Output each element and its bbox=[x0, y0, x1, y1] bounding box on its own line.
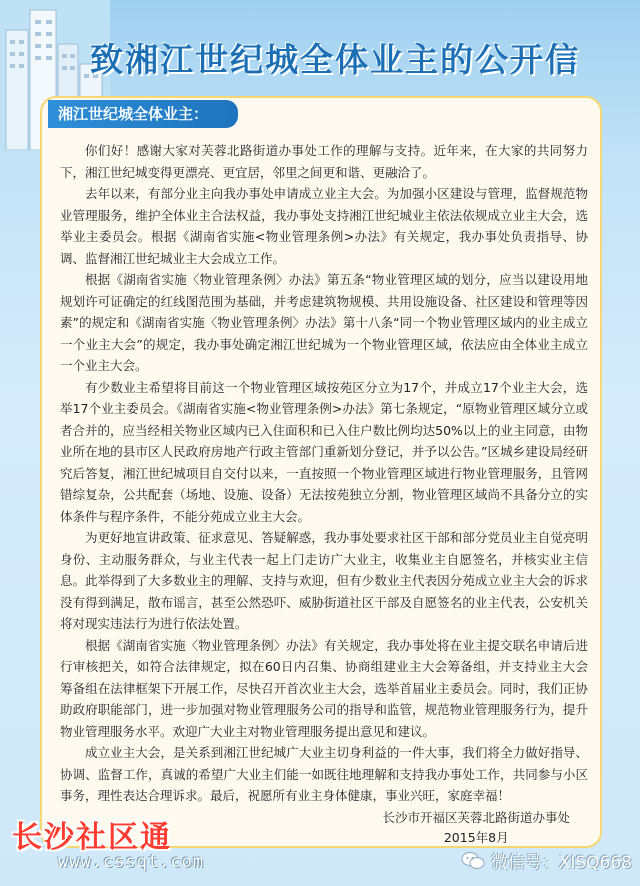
signature-block bbox=[382, 808, 570, 848]
signature-date: 2015年8月 bbox=[443, 830, 509, 845]
letter-title: 致湘江世纪城全体业主的公开信 bbox=[90, 40, 580, 79]
paragraph-legal-basis: 根据《湖南省实施〈物业管理条例〉办法》第五条“物业管理区域的划分，应当以建设用地规划许可证确定的红线图范围为基础，并考虑建筑物规模、共用设施设备、社区建设和管理等因素”的规定和《湖南省实施〈物业管理条例〉办法》第十八条“同一个物业管理区域内的业主成立一个业主大会”的规定，我办事处确定湘江世纪城为一个物业管理区域，依法应由全体业主成立一个业主大会。 bbox=[60, 272, 588, 373]
letter-body bbox=[60, 140, 588, 807]
signature-org: 长沙市开福区芙蓉北路街道办事处 bbox=[382, 810, 570, 825]
paragraph-outreach: 为更好地宣讲政策、征求意见、答疑解惑，我办事处要求社区干部和部分党员业主自觉亮明身份、主动服务群众，与业主代表一起上门走访广大业主，收集业主自愿签名，并核实业主信息。此举得到了大多数业主的理解、支持与欢迎，但有少数业主代表因分苑成立业主大会的诉求没有得到满足，散布谣言，甚至公然恐吓、威胁街道社区干部及自愿签名的业主代表，公安机关将对现实违法行为进行依法处置。 bbox=[60, 530, 588, 631]
paragraph-background: 去年以来，有部分业主向我办事处申请成立业主大会。为加强小区建设与管理，监督规范物业管理服务，维护全体业主合法权益，我办事处支持湘江世纪城业主依法依规成立业主大会，选举业主委员会。根据《湖南省实施<物业管理条例>办法》有关规定，我办事处负责指导、协调、监督湘江世纪城业主大会成立工作。 bbox=[60, 186, 588, 266]
paragraph-greeting: 你们好！感谢大家对芙蓉北路街道办事处工作的理解与支持。近年来，在大家的共同努力下，湘江世纪城变得更漂亮、更宜居，邻里之间更和谐、更融洽了。 bbox=[60, 143, 588, 180]
paragraph-next-steps: 根据《湖南省实施〈物业管理条例〉办法》有关规定，我办事处将在业主提交联名申请后进行审核把关，如符合法律规定，拟在60日内召集、协商组建业主大会筹备组，并支持业主大会筹备组在法律框架下开展工作，尽快召开首次业主大会，选举首届业主委员会。同时，我们正协助政府职能部门，进一步加强对物业管理服务公司的指导和监管，规范物业管理服务行为，提升物业管理服务水平。欢迎广大业主对物业管理服务提出意见和建议。 bbox=[60, 637, 588, 739]
url-watermark: www.cssqt.com bbox=[58, 852, 205, 872]
brand-watermark: 长沙社区通 bbox=[12, 820, 172, 855]
paragraph-division-request: 有少数业主希望将目前这一个物业管理区域按苑区分立为17个，并成立17个业主大会，选举17个业主委员会。《湖南省实施<物业管理条例>办法》第七条规定，“原物业管理区域分立或者合并的，应当经相关物业区域内已入住面积和已入住户数比例均达50%以上的业主同意，由物业所在地的县市区人民政府房地产行政主管部门重新划分登记，并予以公告。”区城乡建设局经研究后答复，湘江世纪城项目自交付以来，一直按照一个物业管理区域进行物业管理服务，且管网错综复杂，公共配套（场地、设施、设备）无法按苑独立分割，物业管理区域尚不具备分立的实体条件与程序条件，不能分苑成立业主大会。 bbox=[60, 379, 588, 524]
wechat-icon bbox=[461, 850, 485, 872]
paragraph-closing: 成立业主大会，是关系到湘江世纪城广大业主切身利益的一件大事，我们将全力做好指导、协调、监督工作，真诚的希望广大业主们能一如既往地理解和支持我办事处工作，共同参与小区事务，理性表达合理诉求。最后，祝愿所有业主身体健康，事业兴旺，家庭幸福！ bbox=[60, 745, 588, 803]
salutation-banner: 湘江世纪城全体业主： bbox=[48, 100, 238, 128]
wechat-id: 微信号：XISQ668 bbox=[490, 853, 632, 873]
wechat-watermark bbox=[461, 848, 632, 873]
